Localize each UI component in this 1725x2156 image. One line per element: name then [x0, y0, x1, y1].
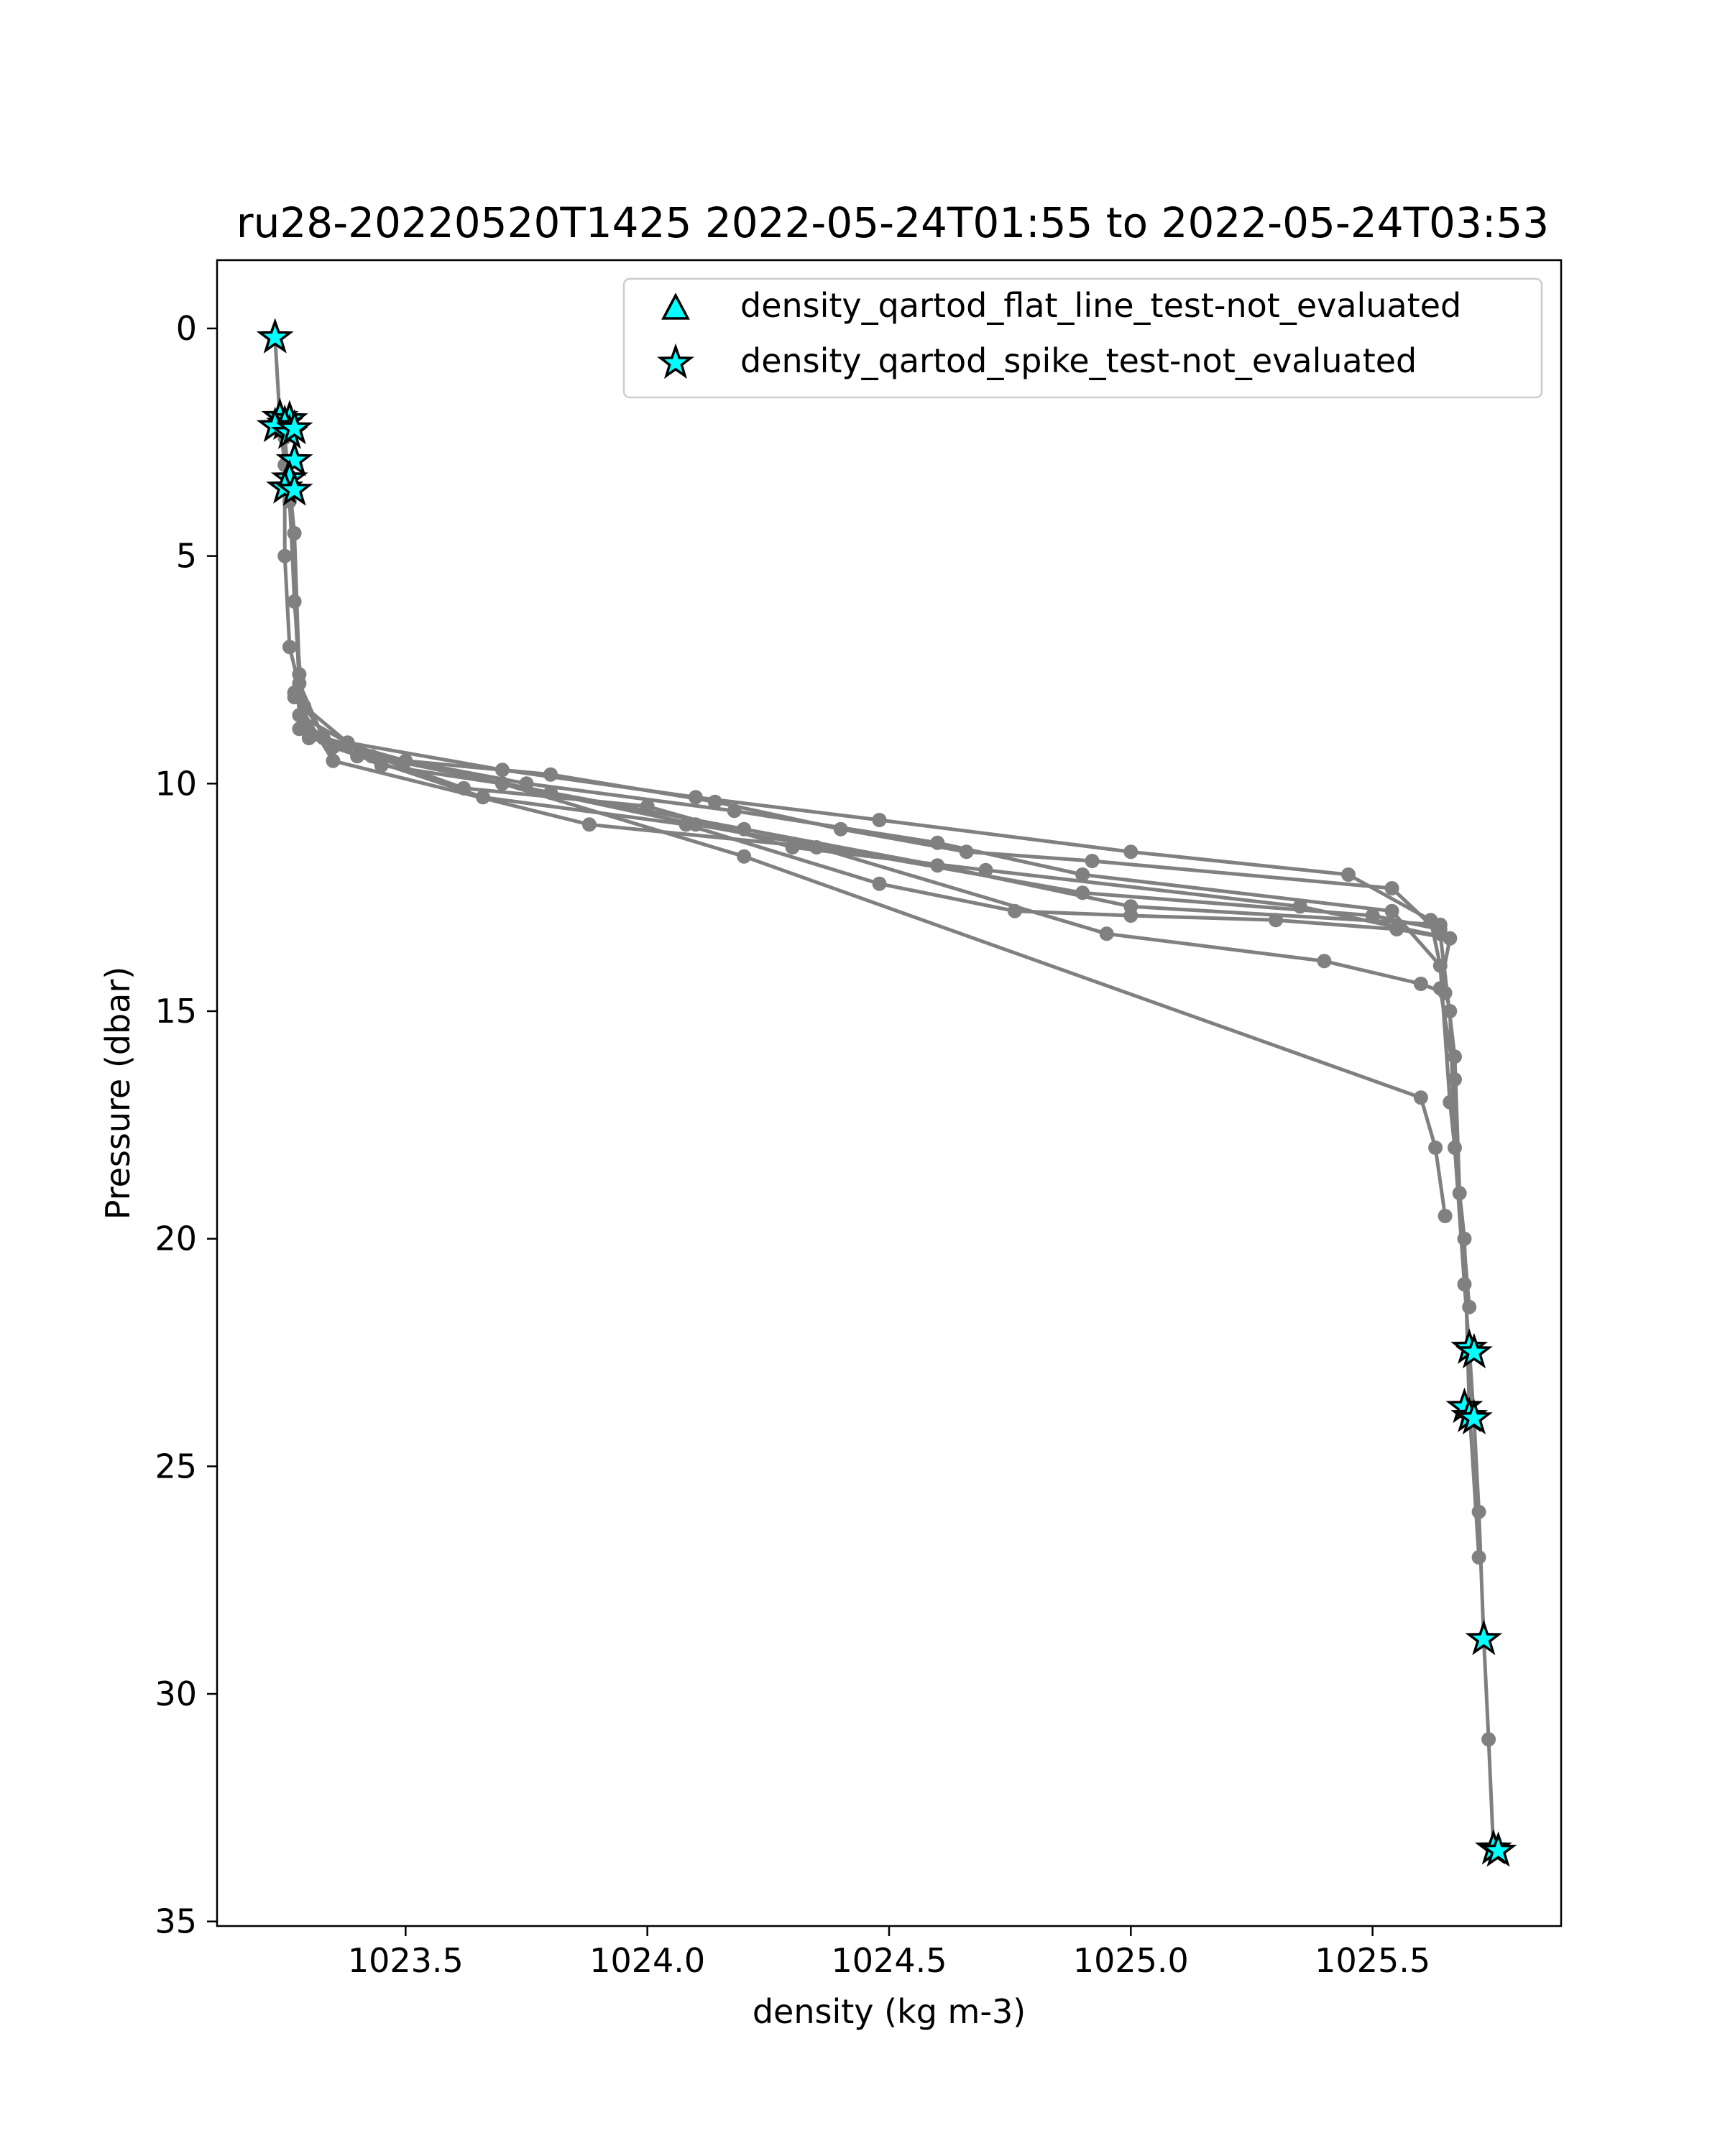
data-point-7-3	[582, 817, 597, 831]
data-point-1-10	[873, 813, 887, 827]
data-point-1-12	[1341, 867, 1356, 882]
y-axis-label: Pressure (dbar)	[98, 966, 137, 1220]
data-point-7-7	[1414, 977, 1428, 991]
data-point-2-6	[543, 768, 558, 782]
data-point-3-7	[727, 803, 742, 818]
data-point-9-2	[374, 758, 389, 773]
data-point-3-13	[1458, 1232, 1472, 1246]
data-point-2-11	[1385, 881, 1399, 895]
series-line-7	[295, 697, 1445, 993]
axes-frame	[217, 260, 1561, 1926]
data-point-1-4	[277, 549, 292, 563]
data-point-9-6	[1428, 1141, 1443, 1155]
data-point-2-15	[1462, 1300, 1476, 1314]
legend-label-spike: density_qartod_spike_test-not_evaluated	[740, 341, 1417, 380]
y-tick-label-2: 5	[175, 536, 197, 576]
data-point-6-6	[1123, 899, 1138, 913]
data-point-1-11	[1123, 844, 1138, 859]
data-point-8-4	[1075, 885, 1090, 900]
data-point-8-6	[1433, 922, 1448, 936]
x-axis	[348, 1926, 1430, 1980]
x-tick-label-2: 1024.0	[589, 1941, 706, 1980]
data-point-2-10	[1085, 854, 1100, 868]
y-tick-label-4: 15	[155, 992, 197, 1031]
series-line-1	[275, 338, 1494, 1849]
data-point-7-1	[288, 690, 302, 704]
y-tick-label-8: 35	[155, 1902, 197, 1941]
spike-flag-star-13	[1459, 1337, 1489, 1365]
legend-label-flat-line: density_qartod_flat_line_test-not_evaluated	[740, 286, 1462, 325]
legend	[624, 279, 1542, 397]
data-point-5-5	[873, 877, 887, 891]
data-point-3-10	[1385, 904, 1399, 918]
y-axis	[155, 309, 217, 1941]
data-point-9-3	[495, 776, 510, 791]
data-point-3-15	[1472, 1550, 1486, 1565]
data-point-3-8	[930, 836, 944, 850]
data-point-9-4	[737, 849, 751, 864]
x-axis-label: density (kg m-3)	[752, 1992, 1026, 2031]
data-point-7-6	[1317, 954, 1331, 968]
data-point-7-8	[1438, 986, 1453, 1000]
data-point-1-5	[282, 640, 297, 654]
chart-title: ru28-20220520T1425 2022-05-24T01:55 to 2022-05-24T03:53	[236, 198, 1550, 247]
y-tick-label-6: 25	[155, 1447, 197, 1486]
series-line-9	[299, 729, 1445, 1216]
data-point-3-12	[1443, 1095, 1457, 1110]
data-point-9-1	[292, 722, 306, 736]
x-tick-label-4: 1025.0	[1072, 1941, 1189, 1980]
y-tick-label-7: 30	[155, 1674, 197, 1713]
data-point-8-3	[689, 817, 703, 831]
data-point-4-11	[1448, 1072, 1462, 1087]
plot-area	[260, 322, 1514, 1864]
data-point-9-7	[1438, 1209, 1453, 1223]
y-tick-label-3: 10	[155, 764, 197, 803]
series-line-3	[285, 438, 1478, 1557]
x-tick-label-3: 1024.5	[831, 1941, 947, 1980]
data-point-9-5	[1414, 1090, 1428, 1105]
y-tick-label-5: 20	[155, 1219, 197, 1258]
x-tick-label-1: 1023.5	[347, 1941, 464, 1980]
y-tick-label-1: 0	[175, 309, 197, 348]
data-point-7-2	[326, 754, 340, 768]
data-point-1-21	[1481, 1732, 1496, 1746]
x-tick-label-5: 1025.5	[1315, 1941, 1431, 1980]
data-point-7-5	[1100, 926, 1114, 941]
data-point-8-5	[1366, 908, 1380, 923]
